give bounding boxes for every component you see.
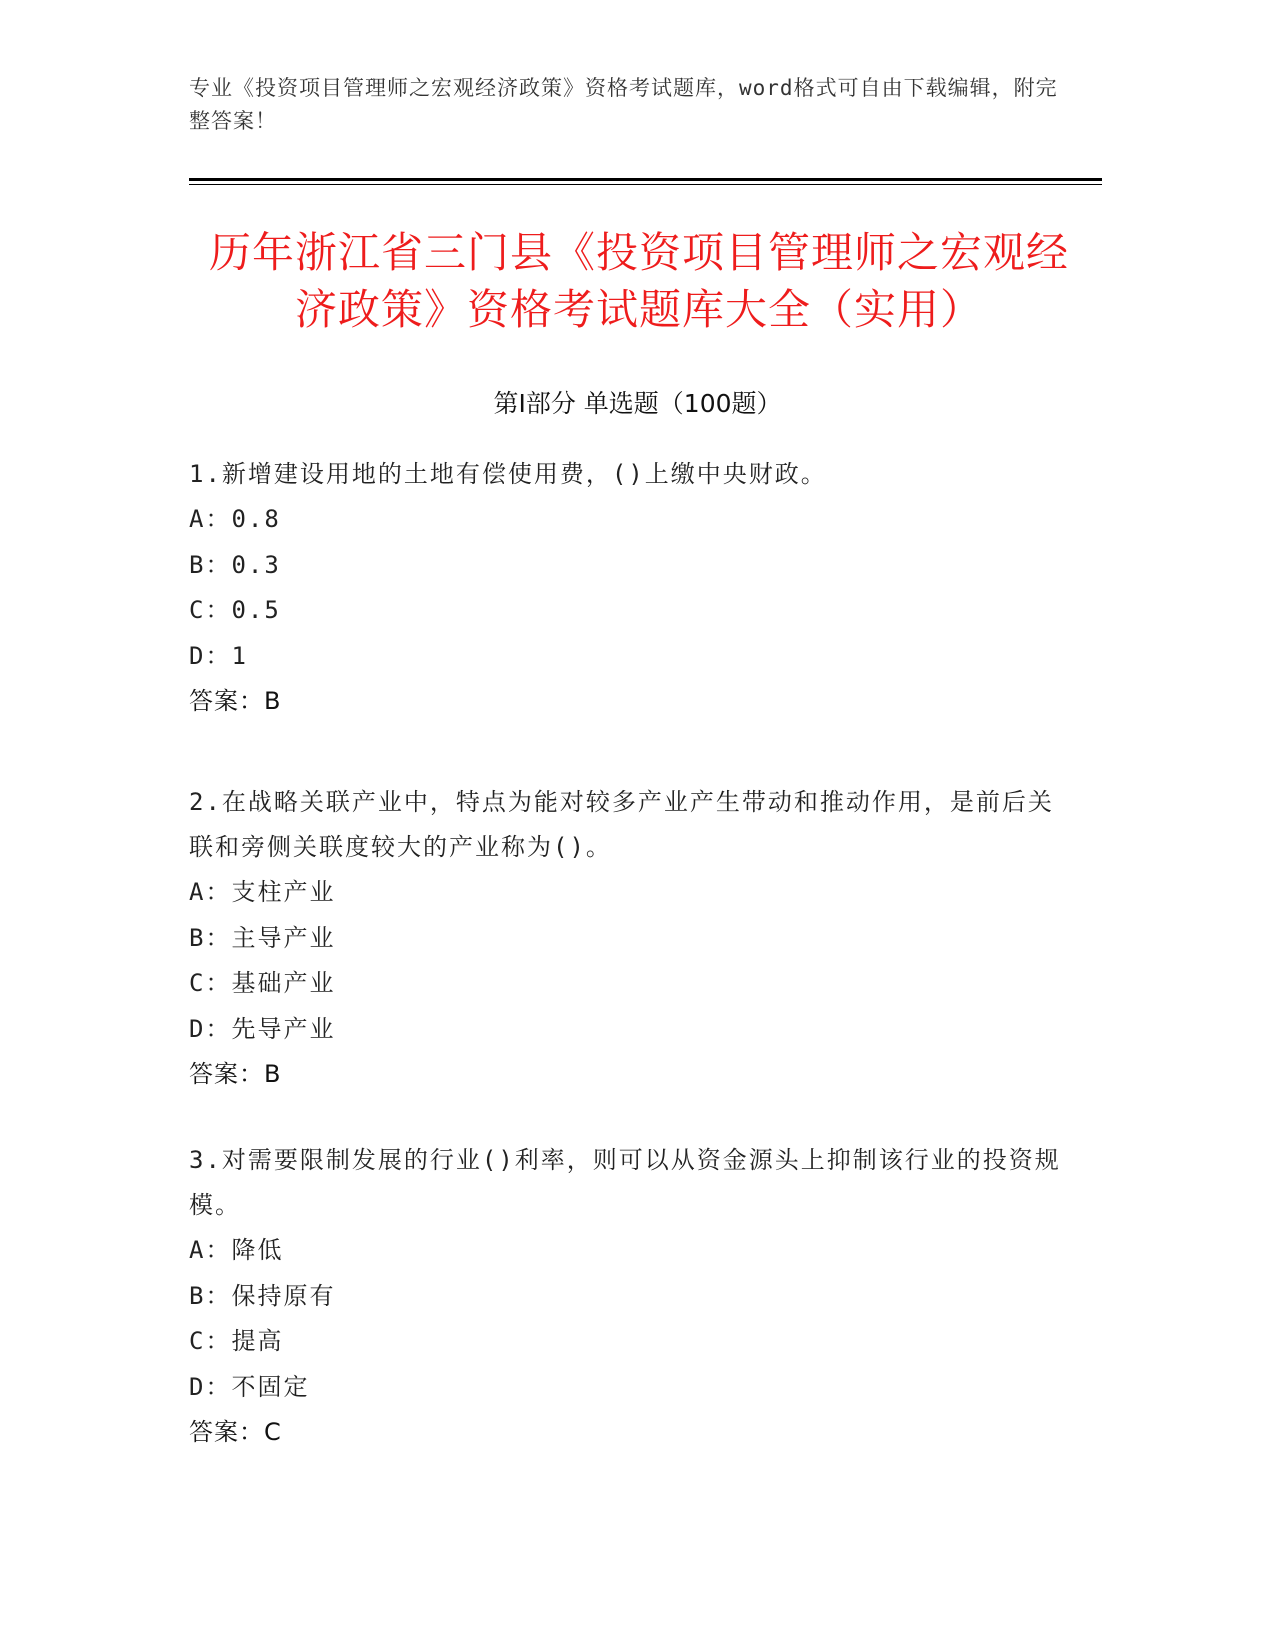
option-c: C：0.5	[189, 596, 281, 624]
question-stem: 1.新增建设用地的土地有偿使用费，()上缴中央财政。	[189, 460, 827, 488]
header-note: 专业《投资项目管理师之宏观经济政策》资格考试题库，word格式可自由下载编辑，附完整答案！	[189, 76, 1058, 133]
option-b: B：主导产业	[189, 923, 336, 952]
option-a: A：支柱产业	[189, 878, 336, 906]
option-c: C：基础产业	[189, 969, 336, 997]
option-a: A：降低	[189, 1236, 284, 1264]
option-d: D：不固定	[189, 1372, 310, 1401]
document-title: 历年浙江省三门县《投资项目管理师之宏观经济政策》资格考试题库大全（实用）	[208, 228, 1069, 334]
header-divider-thin	[189, 184, 1102, 185]
option-d: D：1	[189, 641, 248, 670]
question-2	[189, 780, 1069, 1097]
option-a: A：0.8	[189, 505, 281, 533]
answer: 答案：C	[189, 1418, 282, 1446]
option-d: D：先导产业	[189, 1014, 336, 1043]
header-divider-thick	[189, 178, 1102, 181]
question-3	[189, 1138, 1069, 1455]
option-b: B：0.3	[189, 550, 281, 579]
answer: 答案：B	[189, 687, 282, 715]
question-1	[189, 452, 1069, 724]
section-title: 第Ⅰ部分 单选题（100题）	[493, 389, 782, 418]
option-c: C：提高	[189, 1327, 284, 1355]
question-stem: 2.在战略关联产业中，特点为能对较多产业产生带动和推动作用，是前后关联和旁侧关联度较大的产业称为()。	[189, 788, 1054, 861]
answer: 答案：B	[189, 1060, 282, 1088]
option-b: B：保持原有	[189, 1281, 336, 1310]
question-stem: 3.对需要限制发展的行业()利率，则可以从资金源头上抑制该行业的投资规模。	[189, 1146, 1061, 1219]
